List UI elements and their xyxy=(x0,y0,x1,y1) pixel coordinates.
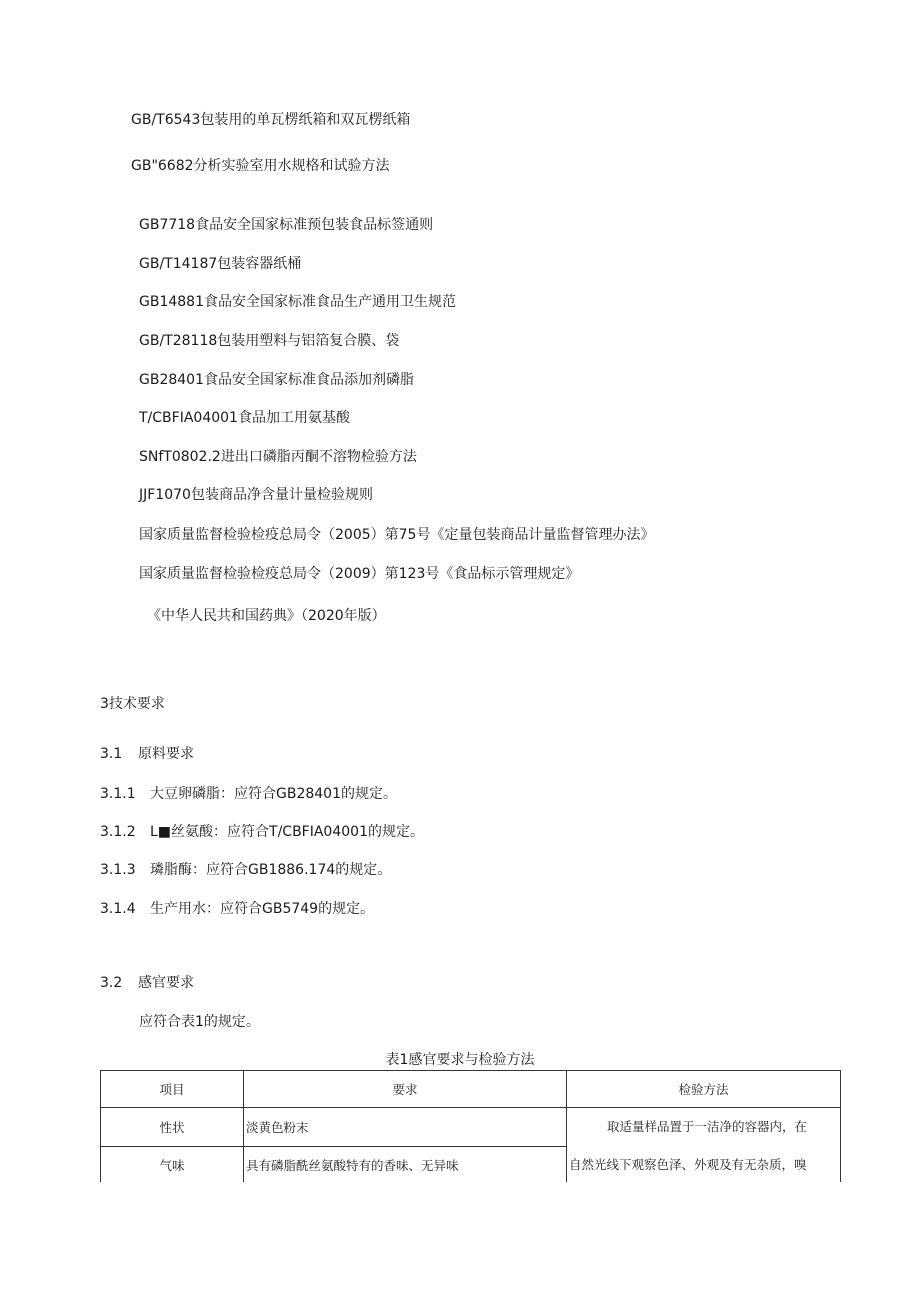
section-heading: 3技术要求 xyxy=(100,696,165,712)
clause-text: 璘脂酶：应符合GB1886.174的规定。 xyxy=(150,862,392,878)
reference-item: GB/T14187包装容器纸桶 xyxy=(139,256,302,272)
clause xyxy=(100,785,397,803)
reference-item: T/CBFIA04001食品加工用氨基酸 xyxy=(139,410,350,426)
table-header-row xyxy=(101,1071,841,1108)
cell-item: 气味 xyxy=(101,1146,244,1185)
subsection-heading xyxy=(100,745,194,763)
subsection-title: 感官要求 xyxy=(138,975,194,991)
cell-method xyxy=(567,1108,841,1185)
clause-number: 3.1.2 xyxy=(100,824,136,840)
column-header-item: 项目 xyxy=(101,1071,244,1108)
method-text-line: 取适量样品置于一洁净的容器内，在 xyxy=(607,1119,808,1134)
clause-number: 3.1.1 xyxy=(100,786,136,802)
cell-requirement: 淡黄色粉末 xyxy=(244,1108,567,1147)
cell-requirement: 具有磷脂酰丝氨酸特有的香味、无异味 xyxy=(244,1146,567,1185)
clause-text: 生产用水：应符合GB5749的规定。 xyxy=(150,901,375,917)
column-header-requirement: 要求 xyxy=(244,1071,567,1108)
subsection-title: 原料要求 xyxy=(138,746,194,762)
reference-item: GB7718食品安全国家标准预包装食品标签通则 xyxy=(139,217,434,233)
clause-number: 3.1.4 xyxy=(100,901,136,917)
paragraph: 应符合表1的规定。 xyxy=(139,1014,260,1030)
reference-item: GB/T6543包装用的单瓦楞纸箱和双瓦楞纸箱 xyxy=(131,112,411,128)
method-text-line: 自然光线下观察色泽、外观及有无杂质，嗅 xyxy=(569,1157,807,1172)
table-row xyxy=(101,1108,841,1147)
cell-item: 性状 xyxy=(101,1108,244,1147)
sensory-requirements-table xyxy=(100,1070,841,1185)
clause-text: 大豆卵磷脂：应符合GB28401的规定。 xyxy=(150,786,397,802)
reference-item: GB14881食品安全国家标准食品生产通用卫生规范 xyxy=(139,294,456,310)
clause-number: 3.1.3 xyxy=(100,862,136,878)
reference-item: GB28401食品安全国家标准食品添加剂磷脂 xyxy=(139,372,414,388)
reference-item: GB/T28118包装用塑料与铝箔复合膜、袋 xyxy=(139,333,400,349)
table-caption: 表1感官要求与检验方法 xyxy=(385,1052,535,1068)
clause xyxy=(100,823,424,841)
page-cutoff xyxy=(0,1182,920,1301)
clause xyxy=(100,861,391,879)
subsection-number: 3.1 xyxy=(100,746,123,762)
reference-item: SNfT0802.2进出口磷脂丙酮不溶物检验方法 xyxy=(139,449,417,465)
clause xyxy=(100,900,374,918)
subsection-number: 3.2 xyxy=(100,975,123,991)
reference-item: JJF1070包装商品净含量计量检验规则 xyxy=(139,487,373,503)
column-header-method: 检验方法 xyxy=(567,1071,841,1108)
reference-item: 国家质量监督检验检疫总局令（2009）第123号《食品标示管理规定》 xyxy=(139,566,580,582)
reference-item: 《中华人民共和国药典》（2020年版） xyxy=(147,608,386,624)
reference-item: GB"6682分析实验室用水规格和试验方法 xyxy=(131,158,390,174)
clause-text: L■丝氨酸：应符合T/CBFIA04001的规定。 xyxy=(150,824,424,840)
subsection-heading xyxy=(100,974,194,992)
reference-item: 国家质量监督检验检疫总局令（2005）第75号《定量包装商品计量监督管理办法》 xyxy=(139,527,655,543)
